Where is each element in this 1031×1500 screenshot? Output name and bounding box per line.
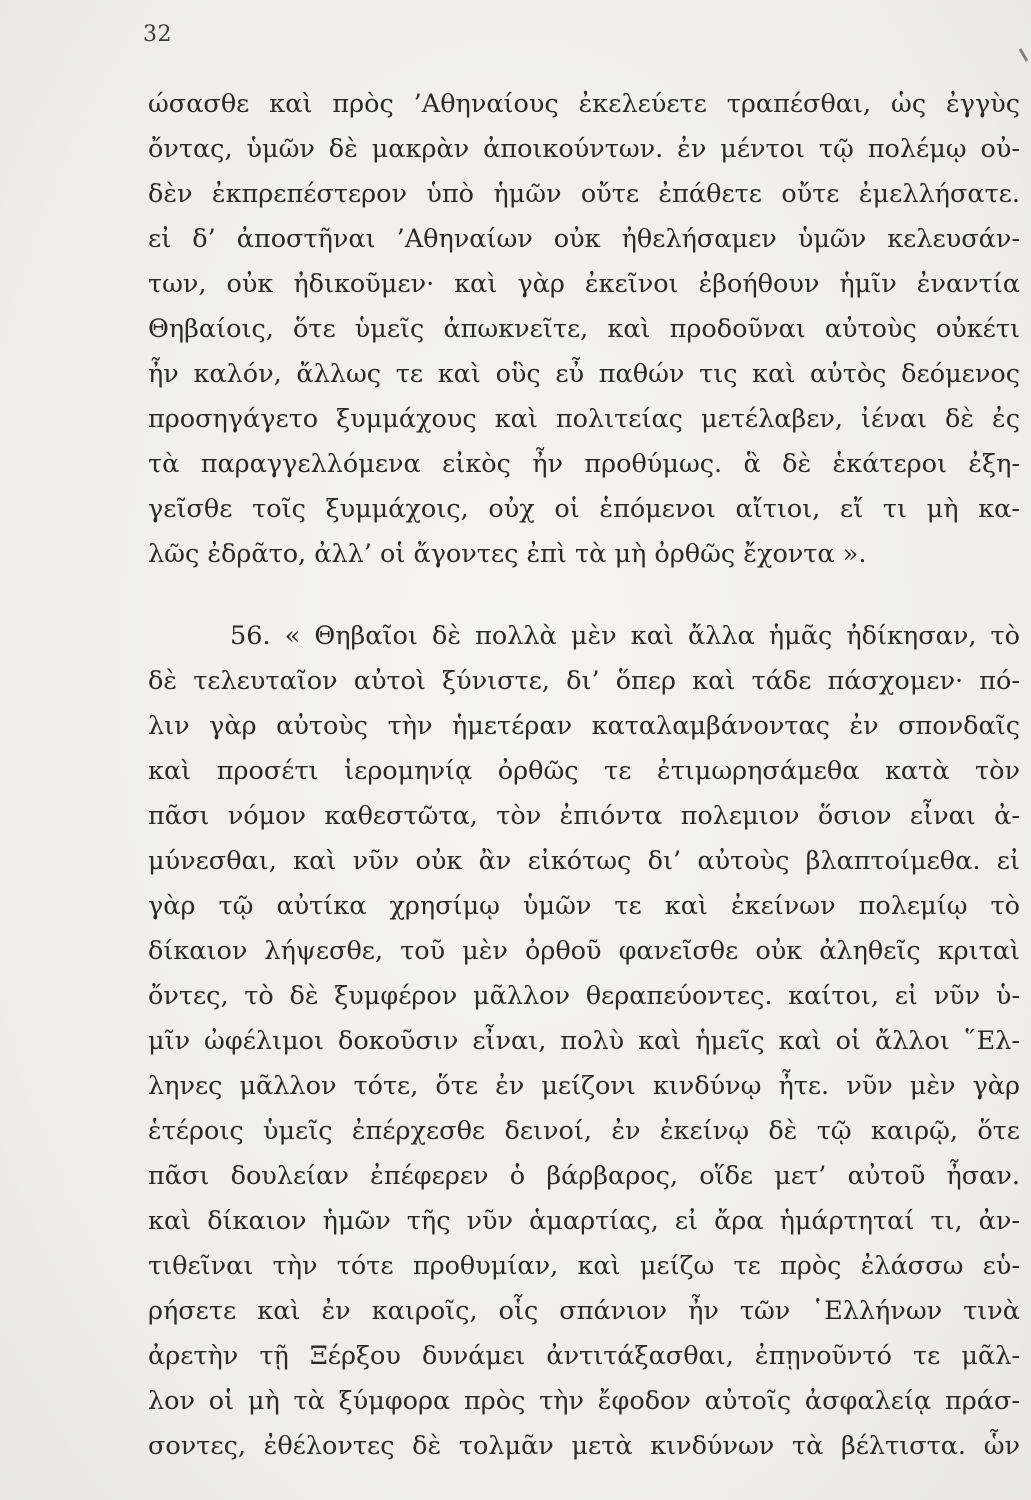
text-line: δὲν ἐκπρεπέστερον ὑπὸ ἡμῶν οὔτε ἐπάθετε οὔτε ἐμελλήσατε. (148, 179, 1020, 209)
text-line: δίκαιον λήψεσθε, τοῦ μὲν ὀρθοῦ φανεῖσθε οὐκ ἀληθεῖς κριταὶ (148, 936, 1020, 966)
text-line: καὶ προσέτι ἱερομηνίᾳ ὀρθῶς τε ἐτιμωρησάμεθα κατὰ τὸν (148, 756, 1020, 786)
text-line: μύνεσθαι, καὶ νῦν οὐκ ἂν εἰκότως δι’ αὐτοὺς βλαπτοίμεθα. εἰ (148, 846, 1020, 876)
text-line: εἰ δ’ ἀποστῆναι ’Αθηναίων οὐκ ἠθελήσαμεν ὑμῶν κελευσάν- (148, 224, 1020, 254)
text-line: πᾶσι νόμον καθεστῶτα, τὸν ἐπιόντα πολεμιον ὅσιον εἶναι ἀ- (148, 801, 1020, 831)
text-line: Θηβαίοις, ὅτε ὑμεῖς ἀπωκνεῖτε, καὶ προδοῦναι αὐτοὺς οὐκέτι (148, 314, 1020, 344)
text-line: ληνες μᾶλλον τότε, ὅτε ἐν μείζονι κινδύνῳ ἦτε. νῦν μὲν γὰρ (148, 1071, 1020, 1101)
text-block (148, 82, 1020, 1469)
text-line: ὄντες, τὸ δὲ ξυμφέρον μᾶλλον θεραπεύοντες. καίτοι, εἰ νῦν ὑ- (148, 981, 1020, 1011)
text-line: ἀρετὴν τῇ Ξέρξου δυνάμει ἀντιτάξασθαι, ἐπῃνοῦντό τε μᾶλ- (148, 1341, 1020, 1371)
paragraph-2 (148, 614, 1020, 1469)
text-line: λιν γὰρ αὐτοὺς τὴν ἡμετέραν καταλαμβάνοντας ἐν σπονδαῖς (148, 711, 1020, 741)
text-line: γεῖσθε τοῖς ξυμμάχοις, οὐχ οἱ ἑπόμενοι αἴτιοι, εἴ τι μὴ κα- (148, 494, 1020, 524)
text-line: καὶ δίκαιον ἡμῶν τῆς νῦν ἁμαρτίας, εἰ ἄρα ἡμάρτηταί τι, ἀν- (148, 1206, 1020, 1236)
text-line: λῶς ἐδρᾶτο, ἀλλ’ οἱ ἄγοντες ἐπὶ τὰ μὴ ὀρθῶς ἔχοντα ». (148, 539, 867, 569)
text-line: πᾶσι δουλείαν ἐπέφερεν ὁ βάρβαρος, οἵδε μετ’ αὐτοῦ ἦσαν. (148, 1161, 1020, 1191)
scan-speck (1019, 48, 1029, 62)
text-line: δὲ τελευταῖον αὐτοὶ ξύνιστε, δι’ ὅπερ καὶ τάδε πάσχομεν· πό- (148, 666, 1020, 696)
text-line: σοντες, ἐθέλοντες δὲ τολμᾶν μετὰ κινδύνων τὰ βέλτιστα. ὧν (148, 1431, 1020, 1461)
text-line: 56. « Θηβαῖοι δὲ πολλὰ μὲν καὶ ἄλλα ἡμᾶς ἠδίκησαν, τὸ (230, 621, 1020, 651)
text-line: ώσασθε καὶ πρὸς ’Αθηναίους ἐκελεύετε τραπέσθαι, ὡς ἐγγὺς (148, 89, 1020, 119)
text-line: τὰ παραγγελλόμενα εἰκὸς ἦν προθύμως. ἃ δὲ ἑκάτεροι ἐξη- (148, 449, 1020, 479)
text-line: ἑτέροις ὑμεῖς ἐπέρχεσθε δεινοί, ἐν ἐκείνῳ δὲ τῷ καιρῷ, ὅτε (148, 1116, 1020, 1146)
text-line: λον οἱ μὴ τὰ ξύμφορα πρὸς τὴν ἔφοδον αὐτοῖς ἀσφαλείᾳ πράσ- (148, 1386, 1020, 1416)
text-line: των, οὐκ ἠδικοῦμεν· καὶ γὰρ ἐκεῖνοι ἐβοήθουν ἡμῖν ἐναντία (148, 269, 1020, 299)
text-line: ρήσετε καὶ ἐν καιροῖς, οἷς σπάνιον ἦν τῶν ῾Ελλήνων τινὰ (148, 1296, 1020, 1326)
page-number: 32 (143, 22, 172, 47)
text-line: γὰρ τῷ αὐτίκα χρησίμῳ ὑμῶν τε καὶ ἐκείνων πολεμίῳ τὸ (148, 891, 1020, 921)
paragraph-gap (148, 577, 1020, 614)
text-line: τιθεῖναι τὴν τότε προθυμίαν, καὶ μείζω τε πρὸς ἐλάσσω εὑ- (148, 1251, 1020, 1281)
paragraph-1 (148, 82, 1020, 577)
text-line: ὄντας, ὑμῶν δὲ μακρὰν ἀποικούντων. ἐν μέντοι τῷ πολέμῳ οὐ- (148, 134, 1020, 164)
text-line: προσηγάγετο ξυμμάχους καὶ πολιτείας μετέλαβεν, ἰέναι δὲ ἐς (148, 404, 1020, 434)
text-line: μῖν ὠφέλιμοι δοκοῦσιν εἶναι, πολὺ καὶ ἡμεῖς καὶ οἱ ἄλλοι ῞Ελ- (148, 1026, 1020, 1056)
text-line: ἦν καλόν, ἄλλως τε καὶ οὓς εὖ παθών τις καὶ αὐτὸς δεόμενος (148, 359, 1020, 389)
